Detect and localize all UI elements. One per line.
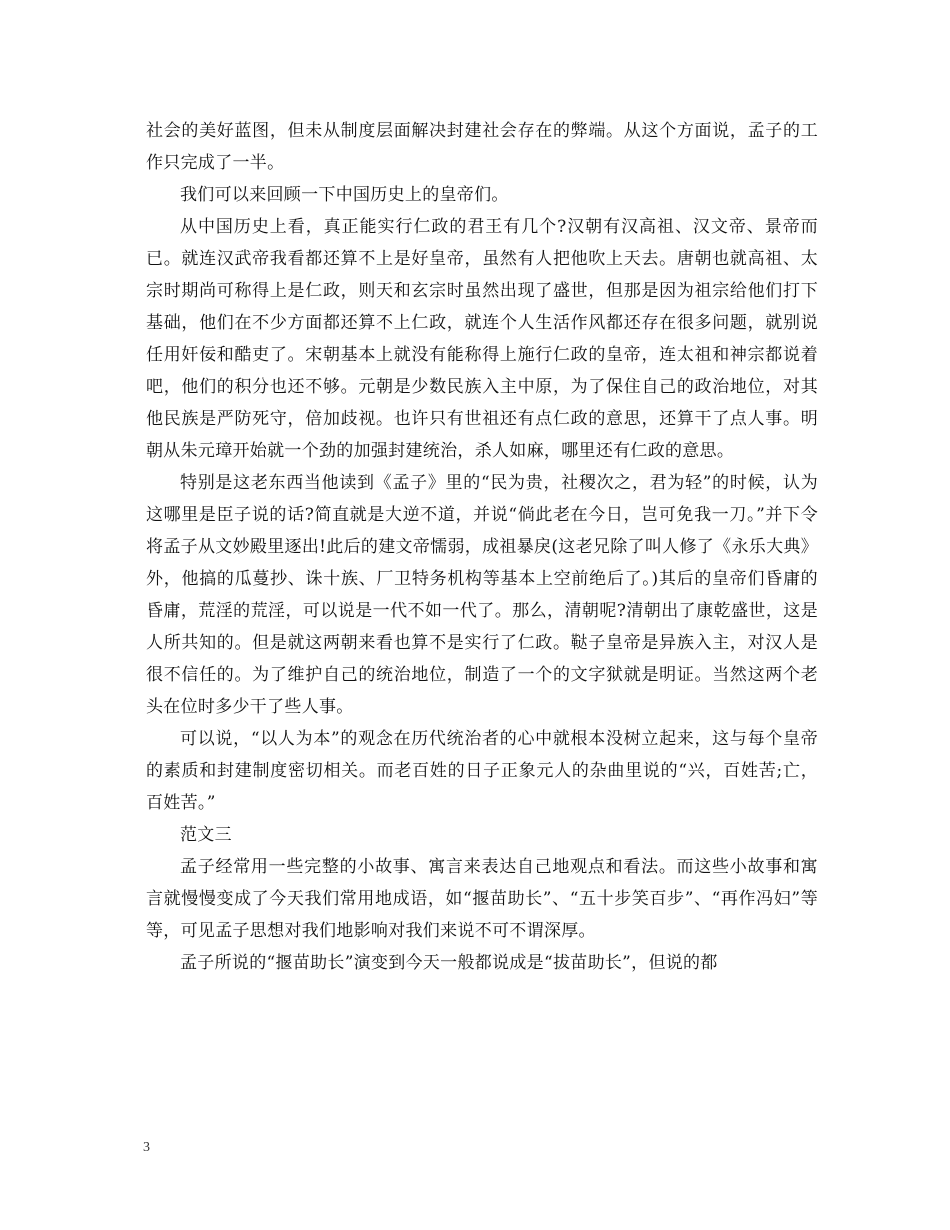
- paragraph-7: 孟子经常用一些完整的小故事、寓言来表达自己地观点和看法。而这些小故事和寓言就慢慢变成了今天我们常用地成语，如“揠苗助长”、“五十步笑百步”、“再作冯妇”等等，可见孟子思想对我们地影响对我们来说不可不谓深厚。: [146, 857, 818, 941]
- section-heading-fanwen-san: 范文三: [180, 825, 232, 845]
- paragraph-4: 特别是这老东西当他读到《孟子》里的“民为贵，社稷次之，君为轻”的时候，认为这哪里是臣子说的话?简直就是大逆不道，并说“倘此老在今日，岂可免我一刀。”并下令将孟子从文妙殿里逐出!此后的建文帝懦弱，成祖暴戾(这老兄除了叫人修了《永乐大典》外，他搞的瓜蔓抄、诛十族、厂卫特务机构等基本上空前绝后了。)其后的皇帝们昏庸的昏庸，荒淫的荒淫，可以说是一代不如一代了。那么，清朝呢?清朝出了康乾盛世，这是人所共知的。但是就这两朝来看也算不是实行了仁政。鞑子皇帝是异族入主，对汉人是很不信任的。为了维护自己的统治地位，制造了一个的文字狱就是明证。当然这两个老头在位时多少干了些人事。: [146, 473, 818, 717]
- paragraph-1: 社会的美好蓝图，但未从制度层面解决封建社会存在的弊端。从这个方面说，孟子的工作只完成了一半。: [146, 121, 818, 173]
- paragraph-2: 我们可以来回顾一下中国历史上的皇帝们。: [180, 185, 509, 205]
- paragraph-8: 孟子所说的“揠苗助长”演变到今天一般都说成是“拔苗助长”，但说的都: [180, 953, 718, 973]
- page-number: 3: [143, 1140, 150, 1155]
- body-text: [146, 115, 818, 979]
- paragraph-3: 从中国历史上看，真正能实行仁政的君王有几个?汉朝有汉高祖、汉文帝、景帝而已。就连汉武帝我看都还算不上是好皇帝，虽然有人把他吹上天去。唐朝也就高祖、太宗时期尚可称得上是仁政，则天和玄宗时虽然出现了盛世，但那是因为祖宗给他们打下基础，他们在不少方面都还算不上仁政，就连个人生活作风都还存在很多问题，就别说任用奸佞和酷吏了。宋朝基本上就没有能称得上施行仁政的皇帝，连太祖和神宗都说着吧，他们的积分也还不够。元朝是少数民族入主中原，为了保住自己的政治地位，对其他民族是严防死守，倍加歧视。也许只有世祖还有点仁政的意思，还算干了点人事。明朝从朱元璋开始就一个劲的加强封建统治，杀人如麻，哪里还有仁政的意思。: [146, 217, 818, 461]
- paragraph-5: 可以说，“以人为本”的观念在历代统治者的心中就根本没树立起来，这与每个皇帝的素质和封建制度密切相关。而老百姓的日子正象元人的杂曲里说的“兴，百姓苦;亡，百姓苦。”: [146, 729, 818, 813]
